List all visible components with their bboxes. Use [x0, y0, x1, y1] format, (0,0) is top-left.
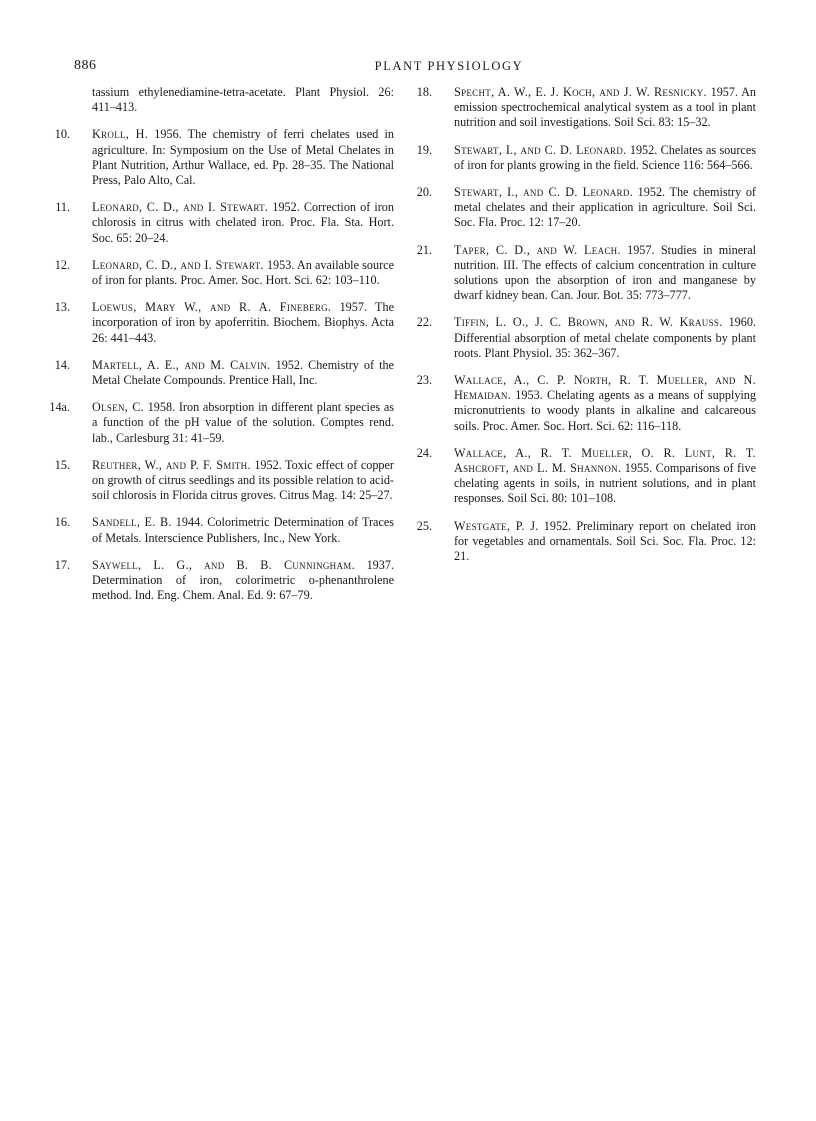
reference-number: 12.: [54, 257, 70, 272]
reference-text: 1952. Toxic effect of copper on growth of citrus seedlings and its possible relation to acid-soil chlorosis in Florida citrus groves. Citrus Mag. 14: 25–27.: [92, 457, 394, 503]
reference-item: [54, 357, 394, 388]
reference-text: 1952. The chemistry of metal chelates and their application in agriculture. Soil Sci. Soc. Fla. Proc. 12: 17–20.: [454, 185, 756, 230]
reference-text: 1952. Correction of iron chlorosis in citrus with chelated iron. Proc. Fla. Sta. Hort. Soc. 65: 20–24.: [92, 200, 394, 245]
reference-item: [416, 373, 756, 434]
reference-text: 1937. Determination of iron, colorimetric o-phenanthrolene method. Ind. Eng. Chem. Anal. Ed. 9: 67–79.: [92, 557, 394, 603]
reference-item: [416, 85, 756, 131]
reference-number: 18.: [416, 85, 432, 99]
reference-item: [416, 315, 756, 361]
reference-authors: Tiffin, L. O., J. C. Brown, and R. W. Krauss.: [454, 315, 723, 330]
left-reference-list: [49, 127, 395, 603]
reference-text: 1952. Chemistry of the Metal Chelate Compounds. Prentice Hall, Inc.: [92, 357, 394, 388]
reference-number: 11.: [55, 200, 70, 215]
reference-authors: Taper, C. D., and W. Leach.: [454, 242, 621, 257]
reference-number: 20.: [416, 185, 432, 200]
reference-item: [55, 200, 394, 246]
reference-text: 1958. Iron absorption in different plant species as a function of the pH value of the solution. Comptes rend. lab., Carlesburg 31: 41–59.: [92, 400, 394, 445]
reference-authors: Sandell, E. B.: [92, 515, 172, 530]
reference-text: 1944. Colorimetric Determination of Traces of Metals. Interscience Publishers, Inc., New York.: [92, 515, 395, 545]
right-reference-list: [416, 85, 757, 564]
reference-text: 1956. The chemistry of ferri chelates used in agriculture. In: Symposium on the Use of Metal Chelates in Plant Nutrition, Arthur Wallace, ed. Pp. 28–35. The National Press, Palo Alto, Cal.: [92, 127, 394, 188]
reference-item: [416, 445, 756, 507]
reference-number: 13.: [54, 300, 70, 315]
reference-text: 1957. Studies in mineral nutrition. III. The effects of calcium concentration in culture solutions upon the absorption of iron and manganese by dwarf kidney bean. Can. Jour. Bot. 35: 773–777.: [454, 242, 757, 303]
reference-item: [416, 518, 757, 565]
reference-authors: Saywell, L. G., and B. B. Cunningham.: [92, 557, 355, 572]
reference-text: 1957. The incorporation of iron by apoferritin. Biochem. Biophys. Acta 26: 441–443.: [92, 300, 395, 345]
reference-number: 14.: [54, 357, 70, 372]
reference-number: 23.: [416, 373, 432, 388]
reference-authors: Wallace, A., C. P. North, R. T. Mueller, and N. Hemaidan.: [454, 373, 756, 403]
reference-text: 1953. Chelating agents as a means of supplying micronutrients to woody plants in alkaline and calcareous soils. Proc. Amer. Soc. Hort. Sci. 62: 116–118.: [454, 388, 756, 433]
right-column: [416, 85, 757, 576]
reference-number: 22.: [416, 315, 432, 330]
reference-text: 1957. An emission spectrochemical analytical system as a tool in plant nutrition and soil investigations. Soil Sci. 83: 15–32.: [454, 85, 756, 130]
reference-item: [416, 142, 756, 173]
reference-text: 1953. An available source of iron for plants. Proc. Amer. Soc. Hort. Sci. 62: 103–110.: [92, 257, 394, 288]
reference-item: [54, 457, 394, 504]
reference-authors: Stewart, I., and C. D. Leonard.: [454, 185, 634, 200]
reference-item: [54, 557, 394, 604]
reference-text: 1952. Chelates as sources of iron for plants growing in the field. Science 116: 564–566.: [454, 142, 756, 172]
reference-authors: Martell, A. E., and M. Calvin.: [92, 357, 271, 372]
reference-authors: Leonard, C. D., and I. Stewart.: [92, 257, 264, 272]
reference-number: 21.: [416, 242, 432, 257]
reference-authors: Loewus, Mary W., and R. A. Fineberg.: [92, 300, 332, 315]
reference-item: [54, 300, 395, 346]
reference-authors: Leonard, C. D., and I. Stewart.: [92, 200, 269, 215]
reference-number: 17.: [54, 557, 70, 572]
reference-number: 10.: [54, 127, 70, 142]
page-header: [74, 58, 754, 76]
running-title: PLANT PHYSIOLOGY: [374, 59, 524, 73]
left-column: [49, 85, 395, 615]
reference-item: [49, 400, 394, 446]
reference-text: 1952. Preliminary report on chelated iron for vegetables and ornamentals. Soil Sci. Soc. Fla. Proc. 12: 21.: [454, 518, 757, 564]
reference-authors: Stewart, I., and C. D. Leonard.: [454, 142, 627, 157]
reference-text: 1955. Comparisons of five chelating agents in soils, in nutrient solutions, and in plant responses. Soil Sci. 80: 101–108.: [454, 461, 756, 506]
reference-number: 25.: [416, 518, 432, 533]
reference-authors: Olsen, C.: [92, 400, 144, 415]
reference-authors: Reuther, W., and P. F. Smith.: [92, 457, 251, 472]
reference-number: 24.: [416, 445, 432, 460]
reference-authors: Wallace, A., R. T. Mueller, O. R. Lunt, R. T. Ashcroft, and L. M. Shannon.: [454, 445, 756, 476]
reference-item: [54, 515, 395, 545]
reference-item: [54, 257, 394, 288]
reference-number: 15.: [54, 457, 70, 472]
reference-number: 16.: [54, 515, 70, 530]
reference-number: 14a.: [49, 400, 70, 415]
reference-authors: Kroll, H.: [92, 127, 149, 142]
reference-item: [416, 185, 756, 231]
reference-item: [54, 127, 394, 188]
reference-continuation: tassium ethylenediamine-tetra-acetate. Plant Physiol. 26: 411–413.: [92, 85, 394, 115]
reference-text: 1960. Differential absorption of metal chelate components by plant roots. Plant Physiol. 35: 362–367.: [454, 315, 756, 360]
reference-number: 19.: [416, 142, 432, 157]
page-number: 886: [74, 58, 97, 73]
reference-authors: Specht, A. W., E. J. Koch, and J. W. Resnicky.: [454, 85, 707, 99]
reference-authors: Westgate, P. J.: [454, 518, 539, 533]
reference-item: [416, 242, 757, 304]
